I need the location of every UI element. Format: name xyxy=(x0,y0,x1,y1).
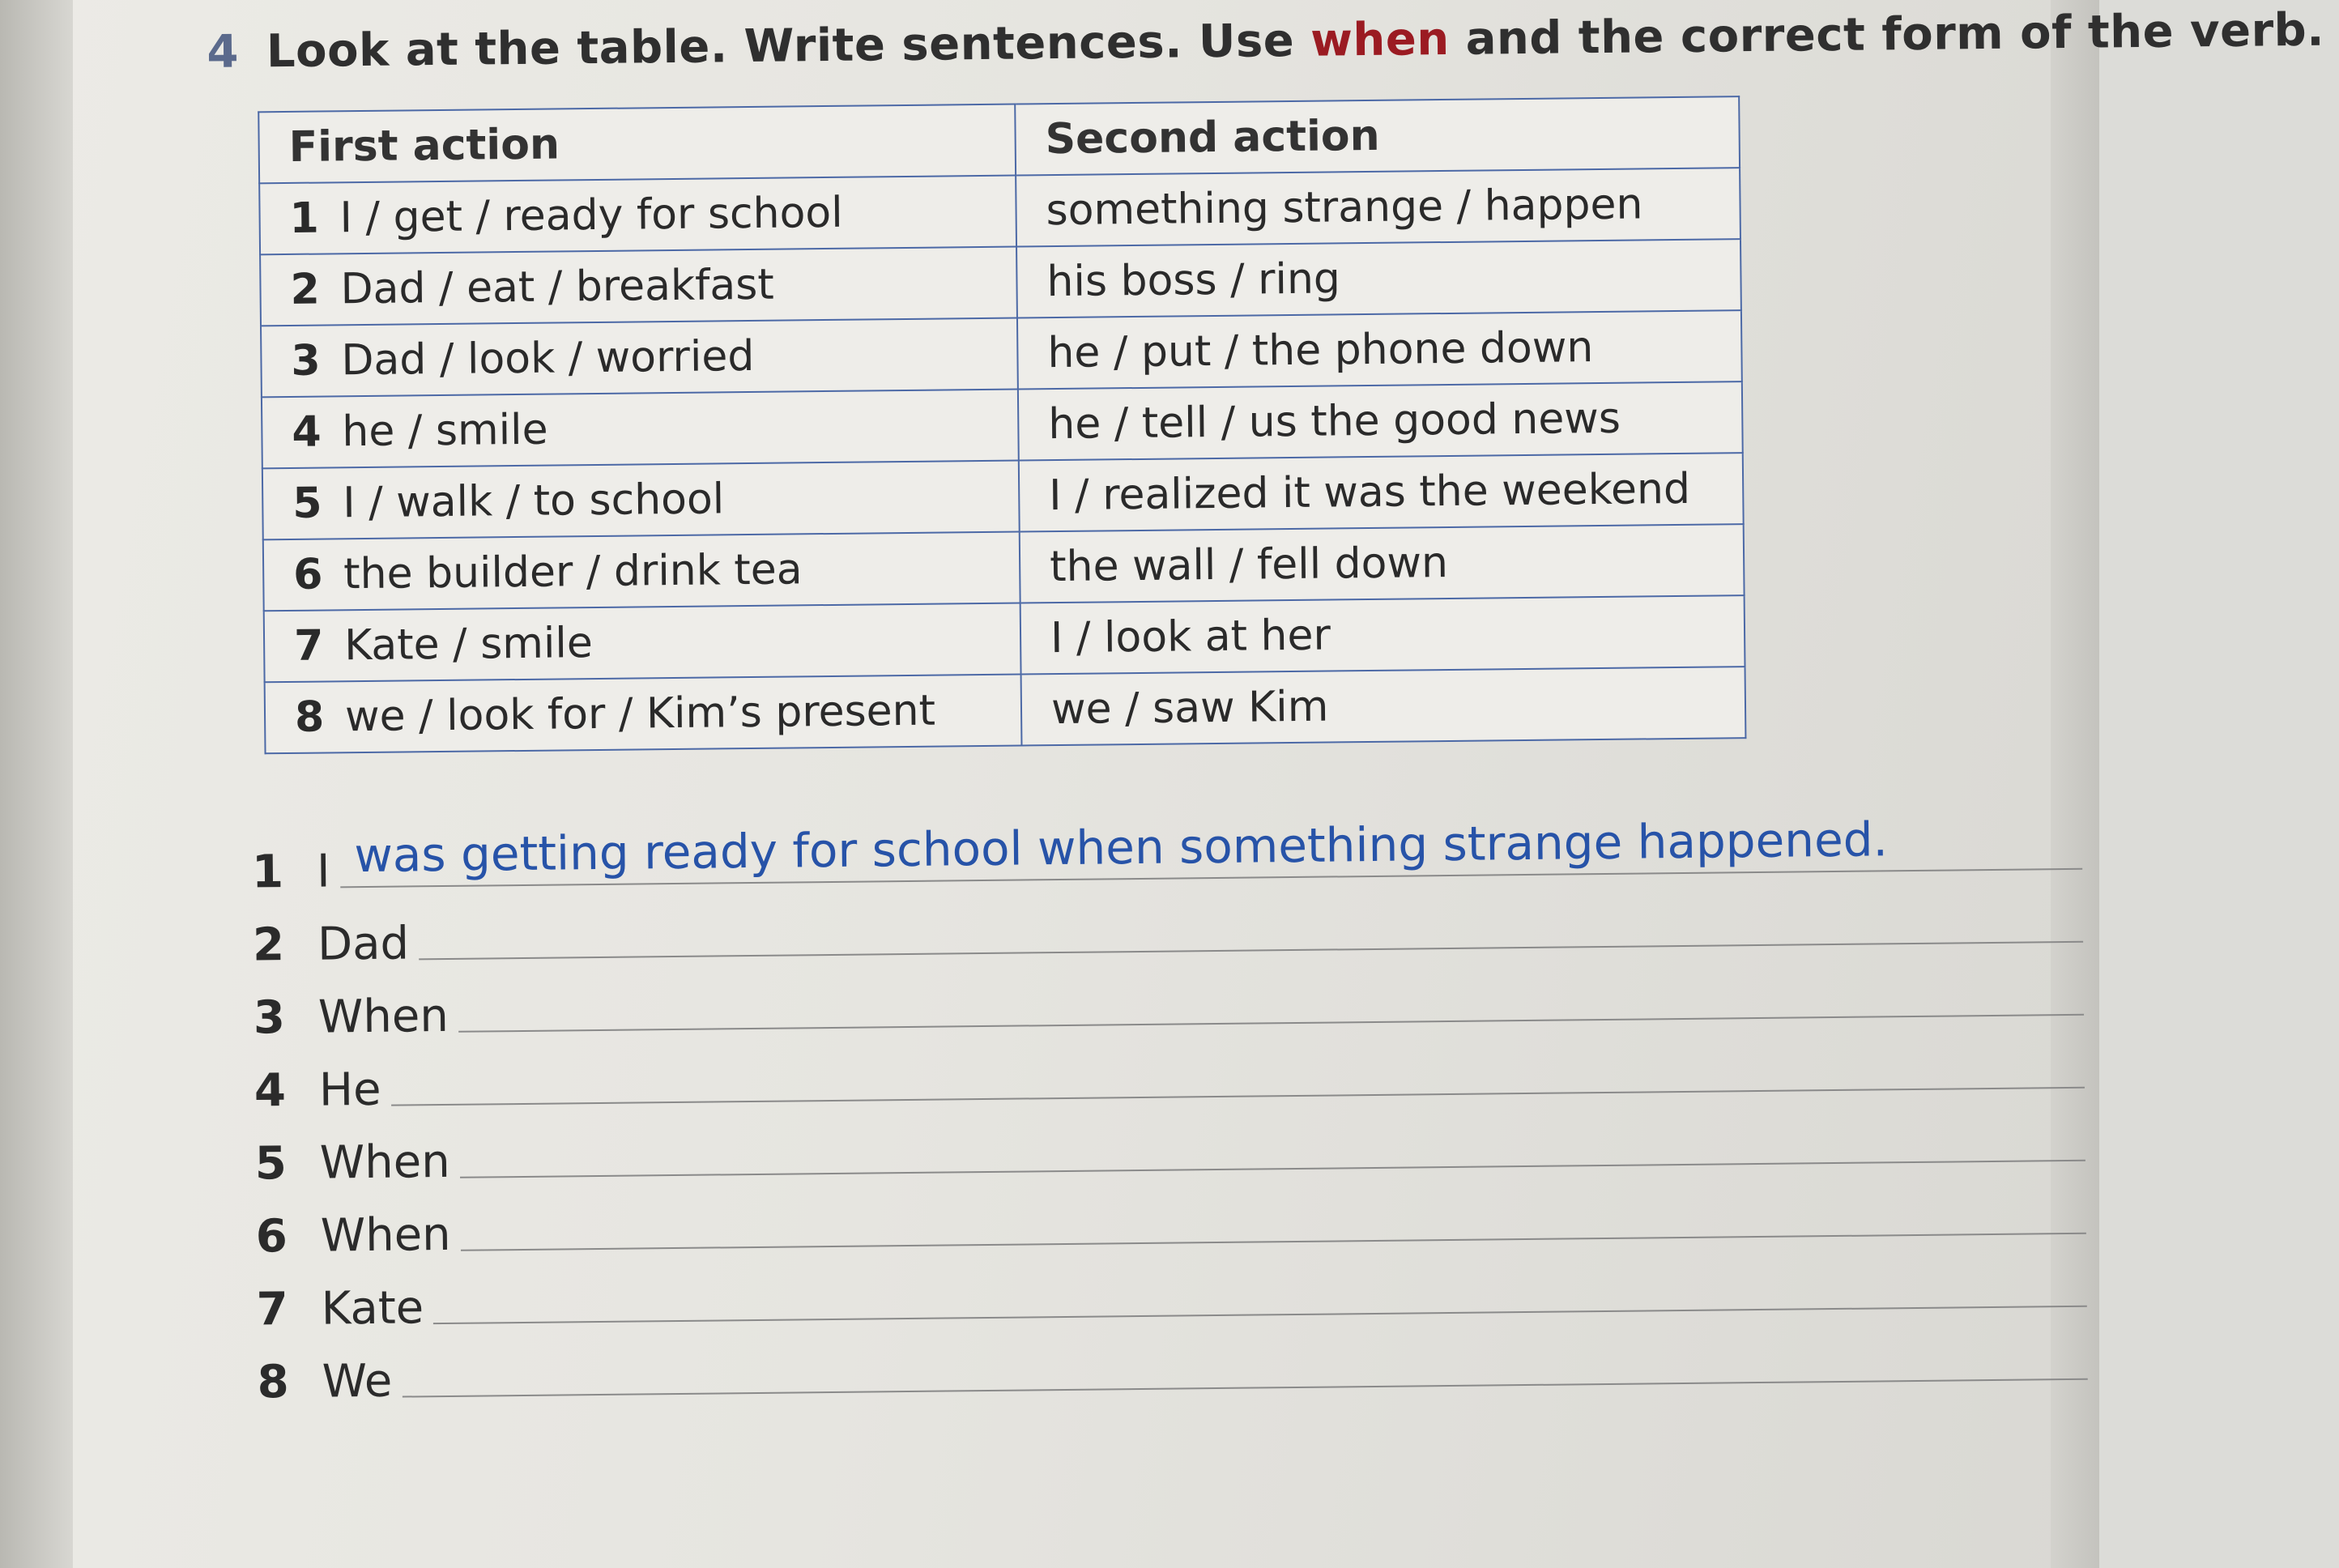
answer-number: 7 xyxy=(256,1283,289,1336)
instruction-text-after: and the correct form of the verb. xyxy=(1449,3,2325,66)
row-number: 1 xyxy=(289,194,320,243)
answer-lines xyxy=(251,807,2087,1409)
first-action-text: Dad / eat / breakfast xyxy=(340,260,775,314)
handwritten-answer: was getting ready for school when something strange happened. xyxy=(354,812,1889,884)
first-action-cell xyxy=(259,176,1016,255)
sentence-starter: When xyxy=(319,1135,450,1190)
first-action-text: Kate / smile xyxy=(343,619,594,671)
first-action-cell xyxy=(265,675,1022,754)
answer-number: 8 xyxy=(257,1356,289,1409)
second-action-cell: he / tell / us the good news xyxy=(1018,381,1743,460)
sentence-starter: He xyxy=(318,1063,381,1117)
first-action-text: Dad / look / worried xyxy=(341,331,755,386)
table-body xyxy=(259,168,1745,753)
answer-number: 5 xyxy=(254,1137,288,1191)
instruction-text-before: Look at the table. Write sentences. Use xyxy=(266,14,1311,79)
answer-line[interactable] xyxy=(390,1030,2085,1106)
first-action-cell xyxy=(262,461,1020,540)
first-action-text: the builder / drink tea xyxy=(343,545,803,599)
answer-line[interactable] xyxy=(458,957,2084,1033)
second-action-cell: he / put / the phone down xyxy=(1017,310,1742,389)
first-action-text: he / smile xyxy=(342,405,548,457)
answer-line[interactable] xyxy=(418,884,2083,961)
first-action-cell xyxy=(264,603,1021,683)
header-second-action: Second action xyxy=(1015,96,1740,175)
answer-number: 3 xyxy=(253,991,286,1045)
exercise-instruction xyxy=(207,0,2325,89)
answer-line[interactable] xyxy=(402,1322,2088,1398)
answer-number: 4 xyxy=(253,1064,287,1118)
second-action-cell: the wall / fell down xyxy=(1020,524,1745,603)
table-row xyxy=(265,667,1746,753)
second-action-cell: I / realized it was the weekend xyxy=(1019,453,1744,531)
row-number: 3 xyxy=(291,336,321,386)
first-action-text: we / look for / Kim’s present xyxy=(344,686,936,742)
answer-line[interactable] xyxy=(339,812,2082,888)
sentence-starter: Dad xyxy=(317,917,410,971)
row-number: 6 xyxy=(292,550,323,599)
sentence-starter: We xyxy=(322,1354,393,1408)
instruction-keyword: when xyxy=(1310,12,1450,67)
row-number: 4 xyxy=(292,407,322,457)
first-action-cell xyxy=(263,532,1020,611)
sentence-starter: When xyxy=(317,989,449,1044)
exercise-4 xyxy=(207,0,2325,1409)
header-first-action: First action xyxy=(258,104,1016,184)
second-action-cell: something strange / happen xyxy=(1016,168,1740,246)
second-action-cell: I / look at her xyxy=(1020,595,1745,674)
sentence-starter: I xyxy=(316,845,330,898)
answer-number: 6 xyxy=(255,1210,288,1263)
row-number: 8 xyxy=(294,692,325,742)
first-action-cell xyxy=(262,390,1019,469)
page-gutter-shadow xyxy=(0,0,73,1568)
first-action-text: I / get / ready for school xyxy=(339,188,843,243)
first-action-text: I / walk / to school xyxy=(342,475,725,528)
answer-number: 2 xyxy=(252,918,285,972)
answer-line[interactable] xyxy=(459,1103,2086,1178)
second-action-cell: we / saw Kim xyxy=(1021,667,1746,745)
row-number: 2 xyxy=(290,265,321,314)
second-action-cell: his boss / ring xyxy=(1016,239,1741,317)
row-number: 7 xyxy=(293,621,324,671)
answer-number: 1 xyxy=(251,846,284,899)
sentence-starter: Kate xyxy=(321,1281,424,1336)
answer-line[interactable] xyxy=(433,1249,2087,1324)
actions-table xyxy=(258,96,1746,754)
first-action-cell xyxy=(260,247,1017,326)
answer-line[interactable] xyxy=(460,1176,2086,1251)
exercise-number: 4 xyxy=(207,25,240,79)
sentence-starter: When xyxy=(320,1208,451,1263)
row-number: 5 xyxy=(292,479,322,528)
first-action-cell xyxy=(261,318,1018,398)
